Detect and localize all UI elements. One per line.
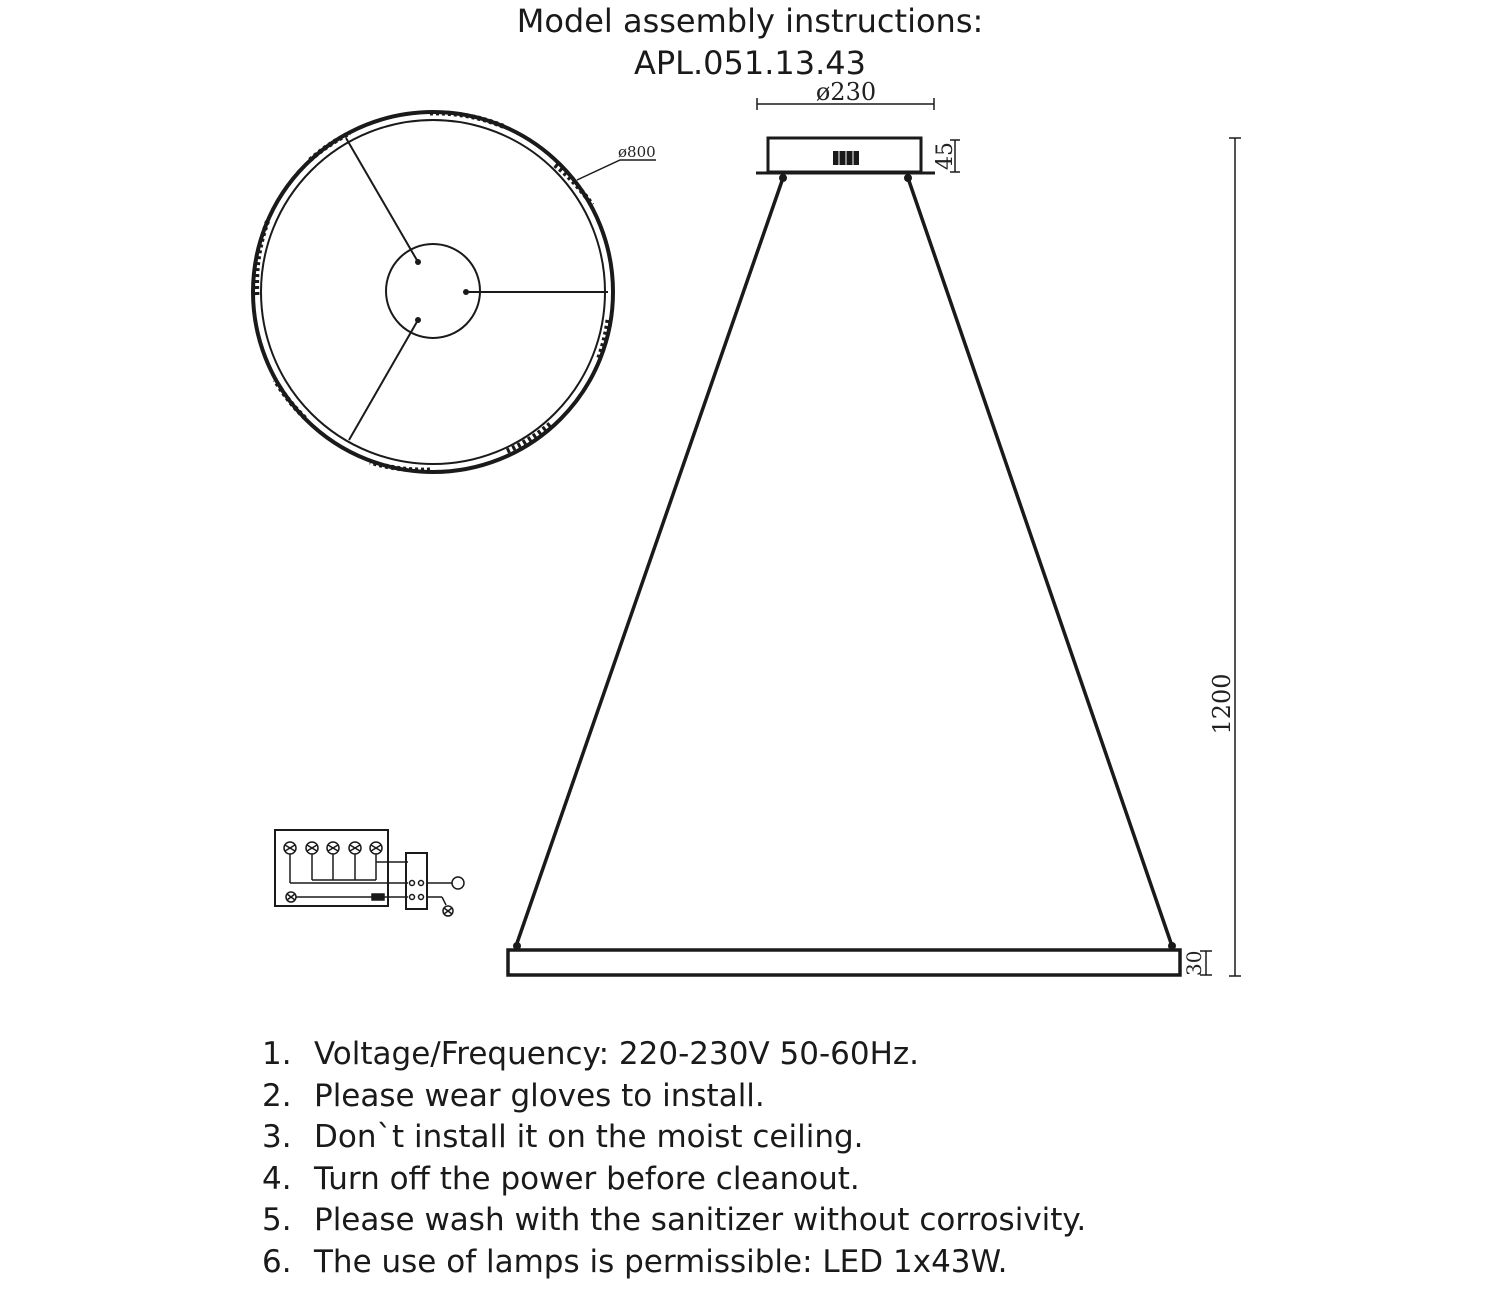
list-number: 2. bbox=[262, 1077, 292, 1114]
driver-box bbox=[275, 830, 388, 906]
list-number: 5. bbox=[262, 1202, 292, 1238]
spoke-anchor bbox=[463, 289, 469, 295]
total-height-label: 1200 bbox=[1208, 673, 1236, 735]
list-item bbox=[262, 1076, 1086, 1118]
ring-side-profile bbox=[508, 950, 1180, 975]
wiring-diagram bbox=[275, 830, 464, 916]
list-item bbox=[262, 1034, 1086, 1076]
list-number: 1. bbox=[262, 1036, 292, 1072]
list-item bbox=[262, 1200, 1086, 1242]
connector-block bbox=[406, 853, 427, 909]
list-text: Please wear gloves to install. bbox=[314, 1077, 765, 1114]
spoke-anchor bbox=[415, 259, 421, 265]
instruction-list bbox=[262, 1034, 1086, 1283]
pendant-side-view bbox=[508, 78, 1241, 976]
ring-diameter-label: ø800 bbox=[618, 143, 656, 161]
suspension-cable-left bbox=[516, 178, 783, 946]
list-text: Don`t install it on the moist ceiling. bbox=[314, 1119, 864, 1155]
list-item bbox=[262, 1242, 1086, 1284]
spoke-line bbox=[346, 138, 418, 262]
list-item bbox=[262, 1159, 1086, 1201]
list-number: 4. bbox=[262, 1160, 292, 1197]
model-number: APL.051.13.43 bbox=[633, 44, 867, 82]
page-title: Model assembly instructions: bbox=[516, 2, 984, 40]
power-terminal-icon bbox=[452, 877, 464, 889]
list-text: Please wash with the sanitizer without corrosivity. bbox=[314, 1202, 1087, 1238]
list-number: 3. bbox=[262, 1119, 292, 1155]
list-number: 6. bbox=[262, 1243, 292, 1280]
ring-height-label: 30 bbox=[1182, 950, 1206, 976]
list-text: Turn off the power before cleanout. bbox=[314, 1160, 860, 1197]
spoke-anchor bbox=[415, 317, 421, 323]
list-text: The use of lamps is permissible: LED 1x43W. bbox=[314, 1243, 1008, 1280]
spoke-line bbox=[349, 320, 418, 440]
canopy-height-label: 45 bbox=[933, 142, 958, 170]
canopy-diameter-label: ø230 bbox=[815, 78, 877, 106]
list-text: Voltage/Frequency: 220-230V 50-60Hz. bbox=[314, 1036, 920, 1072]
list-item bbox=[262, 1117, 1086, 1159]
ring-top-view bbox=[253, 112, 656, 472]
suspension-cable-right bbox=[908, 178, 1172, 946]
diameter-leader bbox=[577, 160, 656, 180]
